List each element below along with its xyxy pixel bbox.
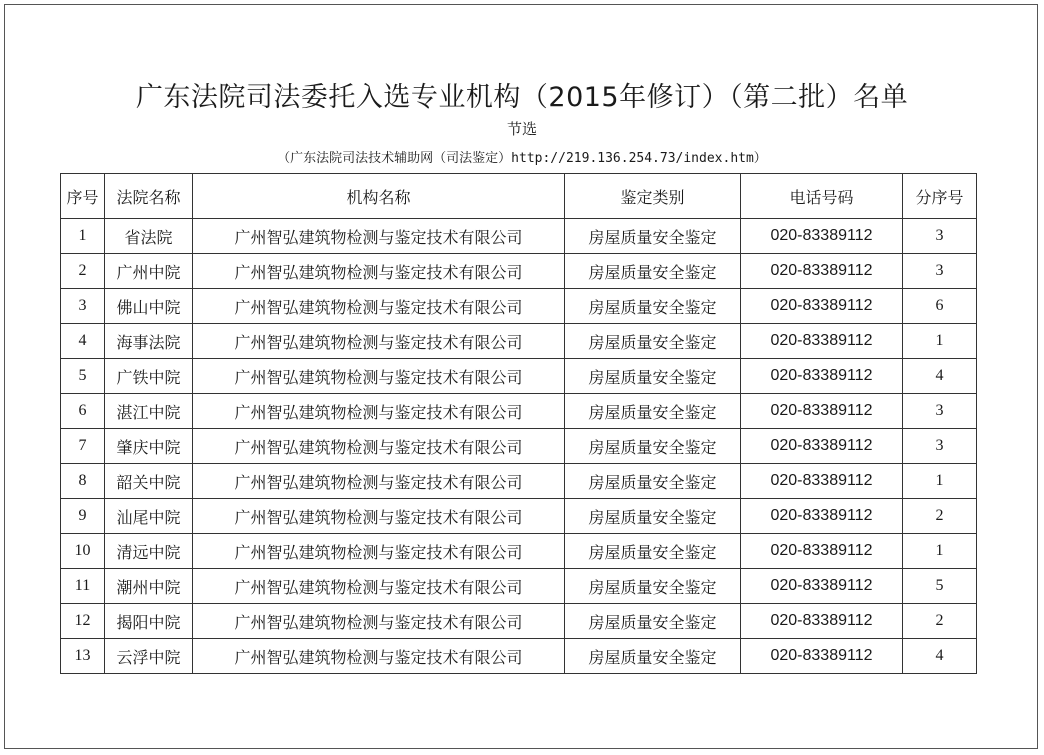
cell-index: 9 <box>61 499 105 534</box>
cell-institution-name: 广州智弘建筑物检测与鉴定技术有限公司 <box>193 639 565 674</box>
cell-sub-index: 6 <box>903 289 977 324</box>
cell-institution-name: 广州智弘建筑物检测与鉴定技术有限公司 <box>193 534 565 569</box>
cell-court-name: 潮州中院 <box>105 569 193 604</box>
table-row <box>61 219 977 254</box>
document-title: 广东法院司法委托入选专业机构（2015年修订）（第二批）名单 <box>135 82 909 113</box>
cell-appraisal-category: 房屋质量安全鉴定 <box>565 394 741 429</box>
cell-phone-number: 020-83389112 <box>741 394 903 429</box>
table-body <box>61 219 977 674</box>
cell-court-name: 湛江中院 <box>105 394 193 429</box>
cell-institution-name: 广州智弘建筑物检测与鉴定技术有限公司 <box>193 254 565 289</box>
cell-sub-index: 3 <box>903 254 977 289</box>
cell-court-name: 云浮中院 <box>105 639 193 674</box>
cell-phone-number: 020-83389112 <box>741 359 903 394</box>
cell-sub-index: 4 <box>903 359 977 394</box>
cell-institution-name: 广州智弘建筑物检测与鉴定技术有限公司 <box>193 569 565 604</box>
cell-sub-index: 3 <box>903 429 977 464</box>
cell-sub-index: 3 <box>903 394 977 429</box>
table-row <box>61 464 977 499</box>
cell-institution-name: 广州智弘建筑物检测与鉴定技术有限公司 <box>193 289 565 324</box>
cell-appraisal-category: 房屋质量安全鉴定 <box>565 499 741 534</box>
cell-sub-index: 4 <box>903 639 977 674</box>
cell-appraisal-category: 房屋质量安全鉴定 <box>565 604 741 639</box>
cell-court-name: 揭阳中院 <box>105 604 193 639</box>
cell-court-name: 肇庆中院 <box>105 429 193 464</box>
cell-institution-name: 广州智弘建筑物检测与鉴定技术有限公司 <box>193 394 565 429</box>
header-appraisal-category: 鉴定类别 <box>565 174 741 219</box>
cell-institution-name: 广州智弘建筑物检测与鉴定技术有限公司 <box>193 464 565 499</box>
table-row <box>61 359 977 394</box>
cell-phone-number: 020-83389112 <box>741 219 903 254</box>
cell-court-name: 海事法院 <box>105 324 193 359</box>
cell-court-name: 韶关中院 <box>105 464 193 499</box>
cell-appraisal-category: 房屋质量安全鉴定 <box>565 289 741 324</box>
cell-appraisal-category: 房屋质量安全鉴定 <box>565 639 741 674</box>
cell-phone-number: 020-83389112 <box>741 464 903 499</box>
cell-index: 13 <box>61 639 105 674</box>
cell-sub-index: 2 <box>903 499 977 534</box>
cell-phone-number: 020-83389112 <box>741 254 903 289</box>
cell-index: 11 <box>61 569 105 604</box>
table-row <box>61 639 977 674</box>
cell-phone-number: 020-83389112 <box>741 604 903 639</box>
table-row <box>61 569 977 604</box>
cell-court-name: 广州中院 <box>105 254 193 289</box>
cell-appraisal-category: 房屋质量安全鉴定 <box>565 359 741 394</box>
cell-court-name: 广铁中院 <box>105 359 193 394</box>
cell-appraisal-category: 房屋质量安全鉴定 <box>565 429 741 464</box>
cell-index: 8 <box>61 464 105 499</box>
cell-institution-name: 广州智弘建筑物检测与鉴定技术有限公司 <box>193 359 565 394</box>
cell-phone-number: 020-83389112 <box>741 499 903 534</box>
cell-institution-name: 广州智弘建筑物检测与鉴定技术有限公司 <box>193 324 565 359</box>
cell-institution-name: 广州智弘建筑物检测与鉴定技术有限公司 <box>193 429 565 464</box>
cell-index: 4 <box>61 324 105 359</box>
cell-appraisal-category: 房屋质量安全鉴定 <box>565 324 741 359</box>
header-court-name: 法院名称 <box>105 174 193 219</box>
cell-phone-number: 020-83389112 <box>741 324 903 359</box>
table-row <box>61 604 977 639</box>
cell-appraisal-category: 房屋质量安全鉴定 <box>565 254 741 289</box>
cell-appraisal-category: 房屋质量安全鉴定 <box>565 534 741 569</box>
table-row <box>61 324 977 359</box>
cell-index: 2 <box>61 254 105 289</box>
cell-index: 3 <box>61 289 105 324</box>
cell-phone-number: 020-83389112 <box>741 534 903 569</box>
cell-appraisal-category: 房屋质量安全鉴定 <box>565 219 741 254</box>
header-index: 序号 <box>61 174 105 219</box>
cell-phone-number: 020-83389112 <box>741 289 903 324</box>
cell-appraisal-category: 房屋质量安全鉴定 <box>565 569 741 604</box>
table-row <box>61 429 977 464</box>
cell-court-name: 省法院 <box>105 219 193 254</box>
cell-index: 10 <box>61 534 105 569</box>
table-row <box>61 499 977 534</box>
cell-sub-index: 1 <box>903 324 977 359</box>
cell-institution-name: 广州智弘建筑物检测与鉴定技术有限公司 <box>193 604 565 639</box>
table-row <box>61 289 977 324</box>
header-institution-name: 机构名称 <box>193 174 565 219</box>
table-row <box>61 254 977 289</box>
document-subtitle: 节选 <box>506 120 537 138</box>
cell-index: 12 <box>61 604 105 639</box>
cell-sub-index: 1 <box>903 464 977 499</box>
cell-institution-name: 广州智弘建筑物检测与鉴定技术有限公司 <box>193 219 565 254</box>
cell-sub-index: 5 <box>903 569 977 604</box>
cell-index: 5 <box>61 359 105 394</box>
cell-index: 1 <box>61 219 105 254</box>
cell-phone-number: 020-83389112 <box>741 639 903 674</box>
header-phone-number: 电话号码 <box>741 174 903 219</box>
cell-sub-index: 1 <box>903 534 977 569</box>
cell-institution-name: 广州智弘建筑物检测与鉴定技术有限公司 <box>193 499 565 534</box>
table-row <box>61 394 977 429</box>
cell-appraisal-category: 房屋质量安全鉴定 <box>565 464 741 499</box>
cell-index: 6 <box>61 394 105 429</box>
cell-court-name: 汕尾中院 <box>105 499 193 534</box>
cell-sub-index: 2 <box>903 604 977 639</box>
institution-table <box>60 173 977 674</box>
cell-phone-number: 020-83389112 <box>741 569 903 604</box>
cell-court-name: 清远中院 <box>105 534 193 569</box>
cell-sub-index: 3 <box>903 219 977 254</box>
cell-court-name: 佛山中院 <box>105 289 193 324</box>
source-note: （广东法院司法技术辅助网（司法鉴定）http://219.136.254.73/index.htm） <box>277 151 767 166</box>
cell-phone-number: 020-83389112 <box>741 429 903 464</box>
header-sub-index: 分序号 <box>903 174 977 219</box>
table-header-row <box>61 174 977 219</box>
cell-index: 7 <box>61 429 105 464</box>
table-row <box>61 534 977 569</box>
